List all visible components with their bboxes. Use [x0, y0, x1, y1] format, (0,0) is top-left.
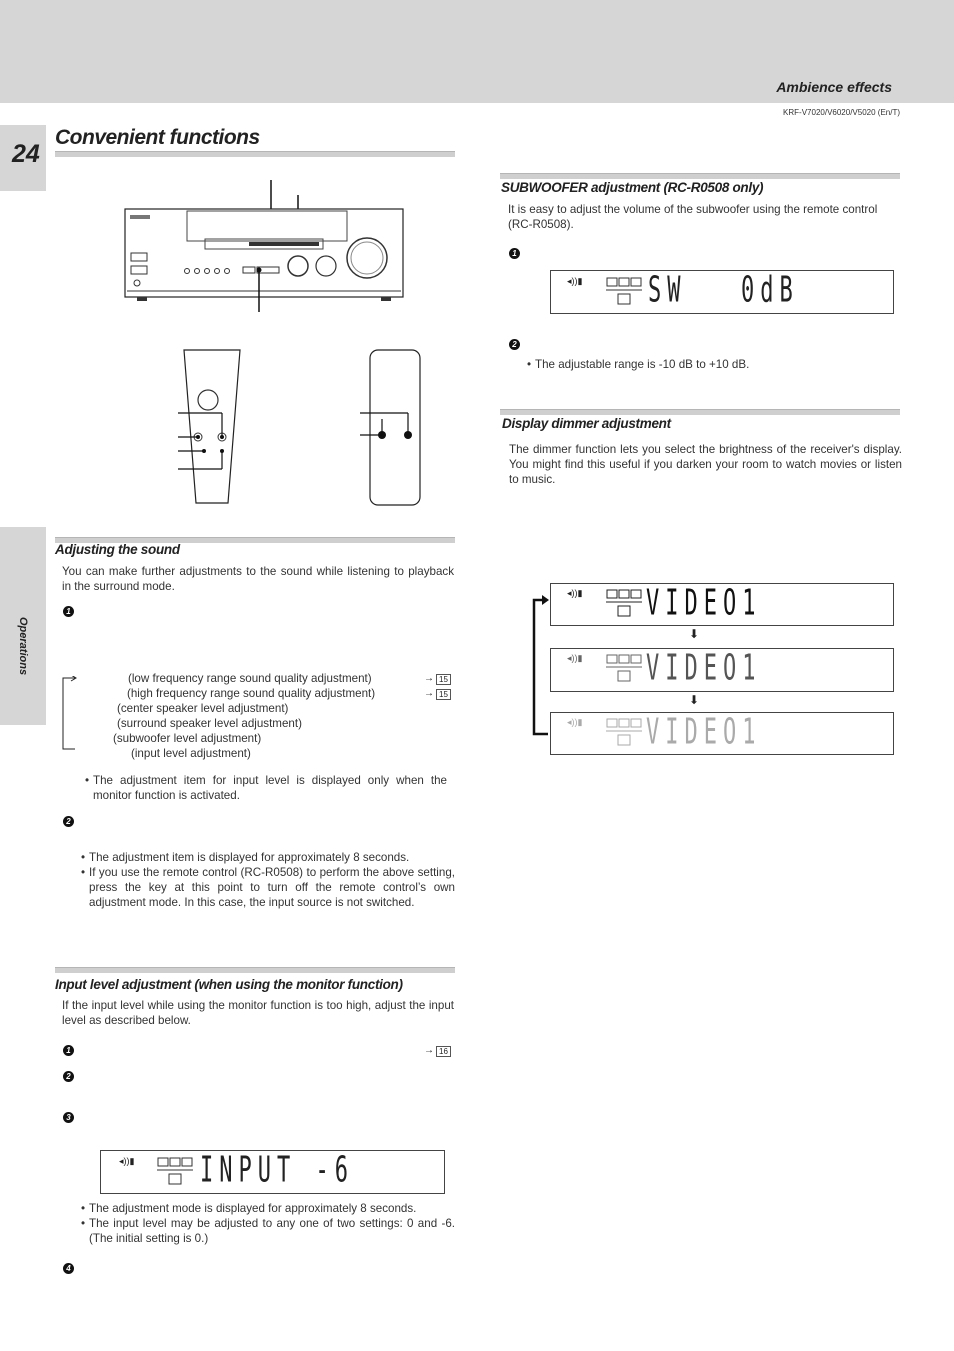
- lcd-segment-boxes: [606, 654, 642, 684]
- adjusting-sound-note-3: If you use the remote control (RC-R0508) to perform the above setting, press the key at this point to turn off the remote control’s own adjustment mode. In this case, the input source is not switched.: [89, 866, 455, 909]
- heading-dimmer: Display dimmer adjustment: [502, 416, 671, 431]
- adjusting-sound-note-2: The adjustment item is displayed for approximately 8 seconds.: [89, 851, 410, 864]
- step-1-marker: 1: [63, 1045, 74, 1056]
- speaker-icon: ◂))▮: [567, 653, 583, 663]
- adjust-item-surround: (surround speaker level adjustment): [117, 717, 302, 730]
- bullet-icon: •: [81, 851, 86, 864]
- step-2-marker: 2: [63, 1071, 74, 1082]
- speaker-icon: ◂))▮: [567, 717, 583, 727]
- lcd-text: VIDEO1: [646, 584, 762, 624]
- heading-adjusting-sound: Adjusting the sound: [55, 542, 180, 557]
- receiver-illustration: [115, 175, 415, 315]
- arrow-right-icon: →: [424, 673, 434, 684]
- dimmer-intro: The dimmer function lets you select the brightness of the receiver's display. You might find this useful if you darken your room to watch movies or listen to music.: [509, 443, 902, 486]
- bullet-icon: •: [81, 1217, 86, 1230]
- lcd-text: INPUT -6: [200, 1151, 354, 1191]
- model-number: KRF-V7020/V6020/V5020 (En/T): [783, 108, 900, 117]
- adjusting-sound-note-1: The adjustment item for input level is displayed only when the monitor function is activated.: [93, 774, 447, 802]
- adjust-item-input: (input level adjustment): [131, 747, 251, 760]
- lcd-text: VIDEO1: [646, 713, 762, 753]
- speaker-icon: ◂))▮: [119, 1156, 135, 1166]
- step-3-marker: 3: [63, 1112, 74, 1123]
- heading-subwoofer: SUBWOOFER adjustment (RC-R0508 only): [501, 180, 764, 195]
- adjust-item-bass: (low frequency range sound quality adjustment): [128, 672, 372, 685]
- lcd-segment-boxes: [606, 718, 642, 748]
- section-rule: [55, 967, 455, 973]
- remote-illustration: [170, 345, 440, 510]
- lcd-segment-boxes: [157, 1157, 193, 1187]
- adjusting-sound-intro: You can make further adjustments to the sound while listening to playback in the surround mode.: [62, 565, 454, 593]
- side-tab-label: Operations: [17, 617, 29, 676]
- subwoofer-intro: It is easy to adjust the volume of the subwoofer using the remote control (RC-R0508).: [508, 203, 878, 231]
- page-ref: 15: [436, 674, 451, 685]
- arrow-right-icon: →: [424, 1045, 434, 1056]
- bullet-icon: •: [81, 866, 86, 879]
- step-4-marker: 4: [63, 1263, 74, 1274]
- bullet-icon: •: [527, 358, 532, 371]
- section-rule: [500, 409, 900, 415]
- lcd-dimmer-dim: [550, 712, 894, 755]
- section-rule: [500, 173, 900, 179]
- lcd-text-right: 0dB: [741, 271, 799, 311]
- cycle-bracket: [60, 676, 80, 752]
- input-level-note-2: The input level may be adjusted to any one of two settings: 0 and -6. (The initial setting is 0.): [89, 1217, 455, 1245]
- title-rule: [55, 151, 455, 157]
- bullet-icon: •: [85, 774, 90, 787]
- adjust-item-treble: (high frequency range sound quality adjustment): [127, 687, 376, 700]
- arrow-right-icon: →: [424, 688, 434, 699]
- page-title: Convenient functions: [55, 126, 260, 149]
- subwoofer-note: The adjustable range is -10 dB to +10 dB.: [535, 358, 750, 371]
- arrow-down-icon: ⬇: [689, 693, 700, 707]
- lcd-subwoofer: [550, 270, 894, 314]
- speaker-icon: ◂))▮: [567, 276, 583, 286]
- section-name: Ambience effects: [776, 79, 892, 95]
- lcd-text-left: SW: [648, 271, 687, 311]
- step-1-marker: 1: [63, 606, 74, 617]
- heading-input-level: Input level adjustment (when using the monitor function): [55, 977, 403, 992]
- lcd-input-level: [100, 1150, 445, 1194]
- lcd-dimmer-bright: [550, 583, 894, 626]
- lcd-segment-boxes: [606, 589, 642, 619]
- lcd-text: VIDEO1: [646, 649, 762, 689]
- lcd-dimmer-medium: [550, 648, 894, 692]
- adjust-item-subwoofer: (subwoofer level adjustment): [113, 732, 262, 745]
- step-2-marker: 2: [63, 816, 74, 827]
- adjust-item-center: (center speaker level adjustment): [117, 702, 289, 715]
- lcd-segment-boxes: [606, 277, 642, 307]
- speaker-icon: ◂))▮: [567, 588, 583, 598]
- input-level-note-1: The adjustment mode is displayed for approximately 8 seconds.: [89, 1202, 417, 1215]
- step-1-marker: 1: [509, 248, 520, 259]
- page-ref: 15: [436, 689, 451, 700]
- arrow-down-icon: ⬇: [689, 627, 700, 641]
- bullet-icon: •: [81, 1202, 86, 1215]
- input-level-intro: If the input level while using the monitor function is too high, adjust the input level as described below.: [62, 999, 454, 1027]
- page-ref: 16: [436, 1046, 451, 1057]
- page-number: 24: [12, 140, 40, 168]
- step-2-marker: 2: [509, 339, 520, 350]
